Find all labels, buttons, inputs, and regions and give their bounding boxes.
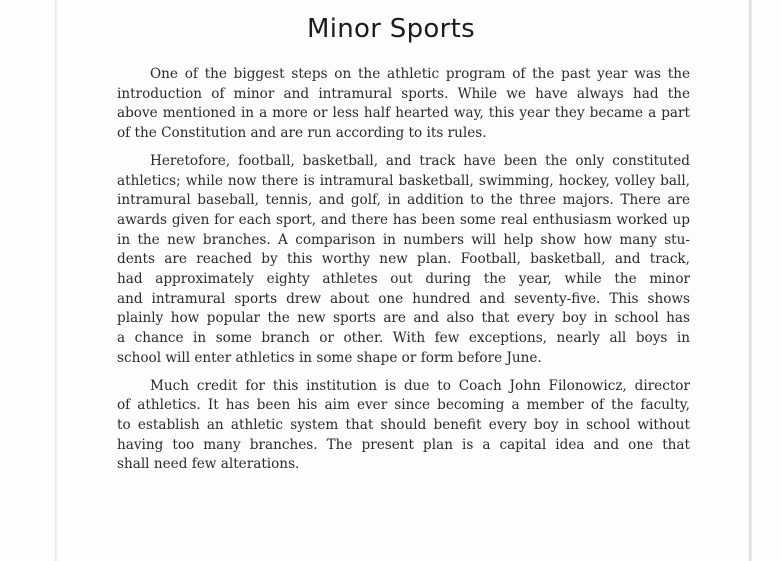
text-line: introduction of minor and intramural sports. While we have always had the [117, 85, 690, 102]
text-line: One of the biggest steps on the athletic program of the past year was the [150, 66, 690, 82]
text-line: and intramural sports drew about one hundred and seventy-five. This shows [117, 290, 690, 307]
text-line: intramural baseball, tennis, and golf, in addition to the three majors. There are [117, 192, 690, 209]
text-line: school will enter athletics in some shape or form before June. [117, 349, 542, 366]
text-line: in the new branches. A comparison in numbers will help show how many stu- [117, 231, 690, 248]
text-line: of the Constitution and are run according to its rules. [117, 125, 487, 142]
text-line: had approximately eighty athletes out during the year, while the minor [117, 271, 690, 288]
text-line: dents are reached by this worthy new plan. Football, basketball, and track, [117, 251, 690, 268]
page-left-edge [55, 0, 57, 561]
page-right-edge [749, 0, 752, 561]
text-line: to establish an athletic system that should benefit every boy in school without [117, 416, 690, 433]
text-line: of athletics. It has been his aim ever since becoming a member of the faculty, [117, 397, 690, 414]
text-line: above mentioned in a more or less half hearted way, this year they became a part [117, 105, 690, 122]
article-body [117, 65, 690, 483]
paragraph-3 [117, 377, 690, 476]
text-line: shall need few alterations. [117, 456, 300, 473]
paragraph-1 [117, 65, 690, 144]
text-line: having too many branches. The present plan is a capital idea and one that [117, 436, 690, 453]
text-line: awards given for each sport, and there has been some real enthusiasm worked up [117, 211, 690, 228]
page-title: Minor Sports [307, 14, 475, 44]
paragraph-2 [117, 152, 690, 369]
text-line: a chance in some branch or other. With few exceptions, nearly all boys in [117, 330, 690, 347]
text-line: athletics; while now there is intramural basketball, swimming, hockey, volley ball, [117, 172, 690, 189]
text-line: plainly how popular the new sports are and also that every boy in school has [117, 310, 690, 327]
text-line: Much credit for this institution is due to Coach John Filonowicz, director [150, 377, 690, 394]
text-line: Heretofore, football, basketball, and track have been the only constituted [150, 152, 690, 169]
